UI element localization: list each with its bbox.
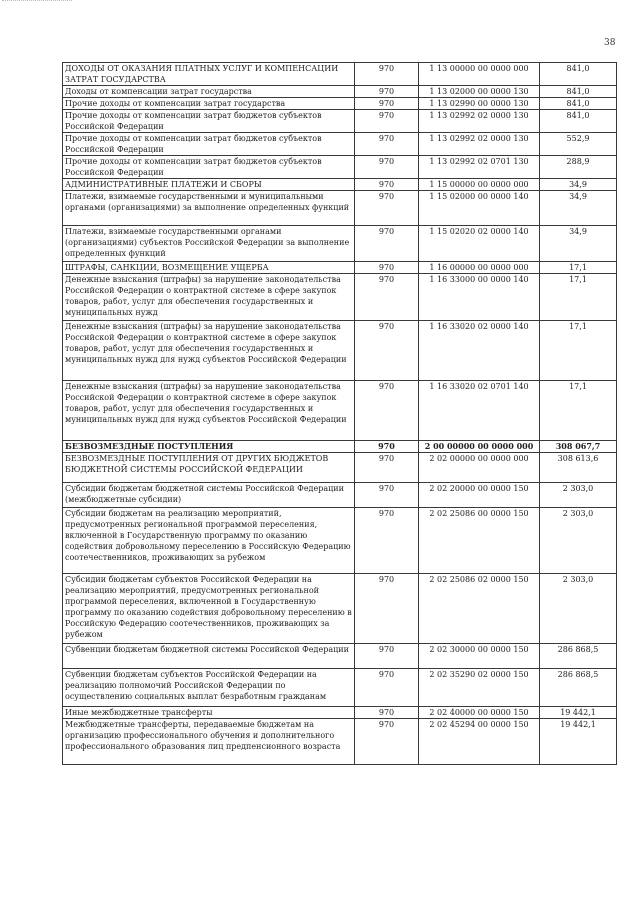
row-amount-cell: 19 442,1 <box>540 707 617 719</box>
row-amount-cell: 19 442,1 <box>540 719 617 765</box>
row-budget-code-cell: 1 15 02020 02 0000 140 <box>419 226 540 262</box>
row-name-cell: Доходы от компенсации затрат государства <box>63 86 355 98</box>
row-name-cell: Прочие доходы от компенсации затрат бюджетов субъектов Российской Федерации <box>63 133 355 156</box>
row-budget-code-cell: 1 13 02992 02 0000 130 <box>419 110 540 133</box>
row-amount-cell: 841,0 <box>540 63 617 86</box>
row-admin-code-cell: 970 <box>355 508 419 574</box>
row-budget-code-cell: 1 16 00000 00 0000 000 <box>419 262 540 274</box>
row-admin-code-cell: 970 <box>355 110 419 133</box>
table-row <box>63 441 617 453</box>
table-row <box>63 133 617 156</box>
row-budget-code-cell: 2 02 00000 00 0000 000 <box>419 453 540 483</box>
table-row <box>63 179 617 191</box>
row-admin-code-cell: 970 <box>355 719 419 765</box>
row-name-cell: Субсидии бюджетам на реализацию мероприятий, предусмотренных региональной программой переселения, включенной в Государственную программу по оказанию содействия добровольному переселению в Российскую Федерацию соотечественников, проживающих за рубежом <box>63 508 355 574</box>
row-budget-code-cell: 1 15 00000 00 0000 000 <box>419 179 540 191</box>
table-row <box>63 483 617 508</box>
row-name-cell: Прочие доходы от компенсации затрат государства <box>63 98 355 110</box>
row-budget-code-cell: 2 02 25086 00 0000 150 <box>419 508 540 574</box>
table-row <box>63 719 617 765</box>
row-name-cell: Платежи, взимаемые государственными органами (организациями) субъектов Российской Федерации за выполнение определенных функций <box>63 226 355 262</box>
row-name-cell: Иные межбюджетные трансферты <box>63 707 355 719</box>
row-name-cell: Субсидии бюджетам бюджетной системы Российской Федерации (межбюджетные субсидии) <box>63 483 355 508</box>
row-admin-code-cell: 970 <box>355 644 419 669</box>
row-name-cell: Субсидии бюджетам субъектов Российской Федерации на реализацию мероприятий, предусмотренных региональной программой переселения, включенной в Государственную программу по оказанию содействия добровольному переселению в Российскую Федерацию соотечественников, проживающих за рубежом <box>63 574 355 644</box>
row-budget-code-cell: 2 02 35290 02 0000 150 <box>419 669 540 707</box>
table-row <box>63 262 617 274</box>
table-row <box>63 156 617 179</box>
table-row <box>63 191 617 226</box>
row-budget-code-cell: 1 15 02000 00 0000 140 <box>419 191 540 226</box>
table-row <box>63 669 617 707</box>
row-admin-code-cell: 970 <box>355 226 419 262</box>
row-admin-code-cell: 970 <box>355 321 419 381</box>
row-admin-code-cell: 970 <box>355 133 419 156</box>
row-name-cell: ДОХОДЫ ОТ ОКАЗАНИЯ ПЛАТНЫХ УСЛУГ И КОМПЕНСАЦИИ ЗАТРАТ ГОСУДАРСТВА <box>63 63 355 86</box>
row-amount-cell: 2 303,0 <box>540 574 617 644</box>
row-admin-code-cell: 970 <box>355 191 419 226</box>
table-row <box>63 86 617 98</box>
row-budget-code-cell: 2 02 30000 00 0000 150 <box>419 644 540 669</box>
row-name-cell: Субвенции бюджетам бюджетной системы Российской Федерации <box>63 644 355 669</box>
row-amount-cell: 286 868,5 <box>540 669 617 707</box>
row-budget-code-cell: 1 16 33020 02 0701 140 <box>419 381 540 441</box>
row-admin-code-cell: 970 <box>355 669 419 707</box>
budget-table-body <box>63 63 617 765</box>
row-budget-code-cell: 1 13 02992 02 0701 130 <box>419 156 540 179</box>
row-amount-cell: 17,1 <box>540 381 617 441</box>
row-budget-code-cell: 1 16 33020 02 0000 140 <box>419 321 540 381</box>
row-budget-code-cell: 1 13 00000 00 0000 000 <box>419 63 540 86</box>
row-name-cell: ШТРАФЫ, САНКЦИИ, ВОЗМЕЩЕНИЕ УЩЕРБА <box>63 262 355 274</box>
table-row <box>63 321 617 381</box>
row-name-cell: Прочие доходы от компенсации затрат бюджетов субъектов Российской Федерации <box>63 110 355 133</box>
table-row <box>63 226 617 262</box>
row-amount-cell: 841,0 <box>540 86 617 98</box>
row-name-cell: АДМИНИСТРАТИВНЫЕ ПЛАТЕЖИ И СБОРЫ <box>63 179 355 191</box>
row-admin-code-cell: 970 <box>355 262 419 274</box>
row-admin-code-cell: 970 <box>355 441 419 453</box>
row-amount-cell: 34,9 <box>540 179 617 191</box>
row-amount-cell: 34,9 <box>540 226 617 262</box>
row-budget-code-cell: 2 02 45294 00 0000 150 <box>419 719 540 765</box>
row-admin-code-cell: 970 <box>355 483 419 508</box>
row-amount-cell: 2 303,0 <box>540 483 617 508</box>
table-row <box>63 110 617 133</box>
row-budget-code-cell: 1 13 02992 02 0000 130 <box>419 133 540 156</box>
row-amount-cell: 308 067,7 <box>540 441 617 453</box>
scan-artifact <box>2 0 72 7</box>
row-name-cell: Прочие доходы от компенсации затрат бюджетов субъектов Российской Федерации <box>63 156 355 179</box>
row-admin-code-cell: 970 <box>355 707 419 719</box>
row-budget-code-cell: 2 02 25086 02 0000 150 <box>419 574 540 644</box>
row-admin-code-cell: 970 <box>355 274 419 321</box>
row-amount-cell: 17,1 <box>540 274 617 321</box>
page-number: 38 <box>604 38 616 48</box>
row-admin-code-cell: 970 <box>355 156 419 179</box>
row-admin-code-cell: 970 <box>355 381 419 441</box>
row-name-cell: Денежные взыскания (штрафы) за нарушение законодательства Российской Федерации о контрактной системе в сфере закупок товаров, работ, услуг для обеспечения государственных и муниципальных нужд для нужд субъектов Российской Федерации <box>63 381 355 441</box>
row-admin-code-cell: 970 <box>355 179 419 191</box>
row-amount-cell: 286 868,5 <box>540 644 617 669</box>
table-row <box>63 98 617 110</box>
row-name-cell: Межбюджетные трансферты, передаваемые бюджетам на организацию профессионального обучения и дополнительного профессионального образования лиц предпенсионного возраста <box>63 719 355 765</box>
row-amount-cell: 841,0 <box>540 98 617 110</box>
row-amount-cell: 17,1 <box>540 321 617 381</box>
table-row <box>63 274 617 321</box>
row-budget-code-cell: 1 16 33000 00 0000 140 <box>419 274 540 321</box>
row-name-cell: Субвенции бюджетам субъектов Российской Федерации на реализацию полномочий Российской Федерации по осуществлению социальных выплат безработным гражданам <box>63 669 355 707</box>
row-budget-code-cell: 2 00 00000 00 0000 000 <box>419 441 540 453</box>
row-amount-cell: 308 613,6 <box>540 453 617 483</box>
row-budget-code-cell: 2 02 40000 00 0000 150 <box>419 707 540 719</box>
row-budget-code-cell: 2 02 20000 00 0000 150 <box>419 483 540 508</box>
row-budget-code-cell: 1 13 02990 00 0000 130 <box>419 98 540 110</box>
row-name-cell: Денежные взыскания (штрафы) за нарушение законодательства Российской Федерации о контрактной системе в сфере закупок товаров, работ, услуг для обеспечения государственных и муниципальных нужд для нужд субъектов Российской Федерации <box>63 321 355 381</box>
row-amount-cell: 552,9 <box>540 133 617 156</box>
row-amount-cell: 17,1 <box>540 262 617 274</box>
row-admin-code-cell: 970 <box>355 574 419 644</box>
table-row <box>63 508 617 574</box>
row-admin-code-cell: 970 <box>355 98 419 110</box>
row-admin-code-cell: 970 <box>355 63 419 86</box>
table-row <box>63 453 617 483</box>
table-row <box>63 707 617 719</box>
row-name-cell: БЕЗВОЗМЕЗДНЫЕ ПОСТУПЛЕНИЯ ОТ ДРУГИХ БЮДЖЕТОВ БЮДЖЕТНОЙ СИСТЕМЫ РОССИЙСКОЙ ФЕДЕРАЦИИ <box>63 453 355 483</box>
table-row <box>63 63 617 86</box>
row-amount-cell: 288,9 <box>540 156 617 179</box>
row-amount-cell: 2 303,0 <box>540 508 617 574</box>
table-row <box>63 644 617 669</box>
row-budget-code-cell: 1 13 02000 00 0000 130 <box>419 86 540 98</box>
row-admin-code-cell: 970 <box>355 86 419 98</box>
budget-table <box>62 62 617 765</box>
row-name-cell: Денежные взыскания (штрафы) за нарушение законодательства Российской Федерации о контрактной системе в сфере закупок товаров, работ, услуг для обеспечения государственных и муниципальных нужд <box>63 274 355 321</box>
row-name-cell: БЕЗВОЗМЕЗДНЫЕ ПОСТУПЛЕНИЯ <box>63 441 355 453</box>
table-row <box>63 381 617 441</box>
row-amount-cell: 34,9 <box>540 191 617 226</box>
table-row <box>63 574 617 644</box>
row-amount-cell: 841,0 <box>540 110 617 133</box>
row-name-cell: Платежи, взимаемые государственными и муниципальными органами (организациями) за выполнение определенных функций <box>63 191 355 226</box>
row-admin-code-cell: 970 <box>355 453 419 483</box>
